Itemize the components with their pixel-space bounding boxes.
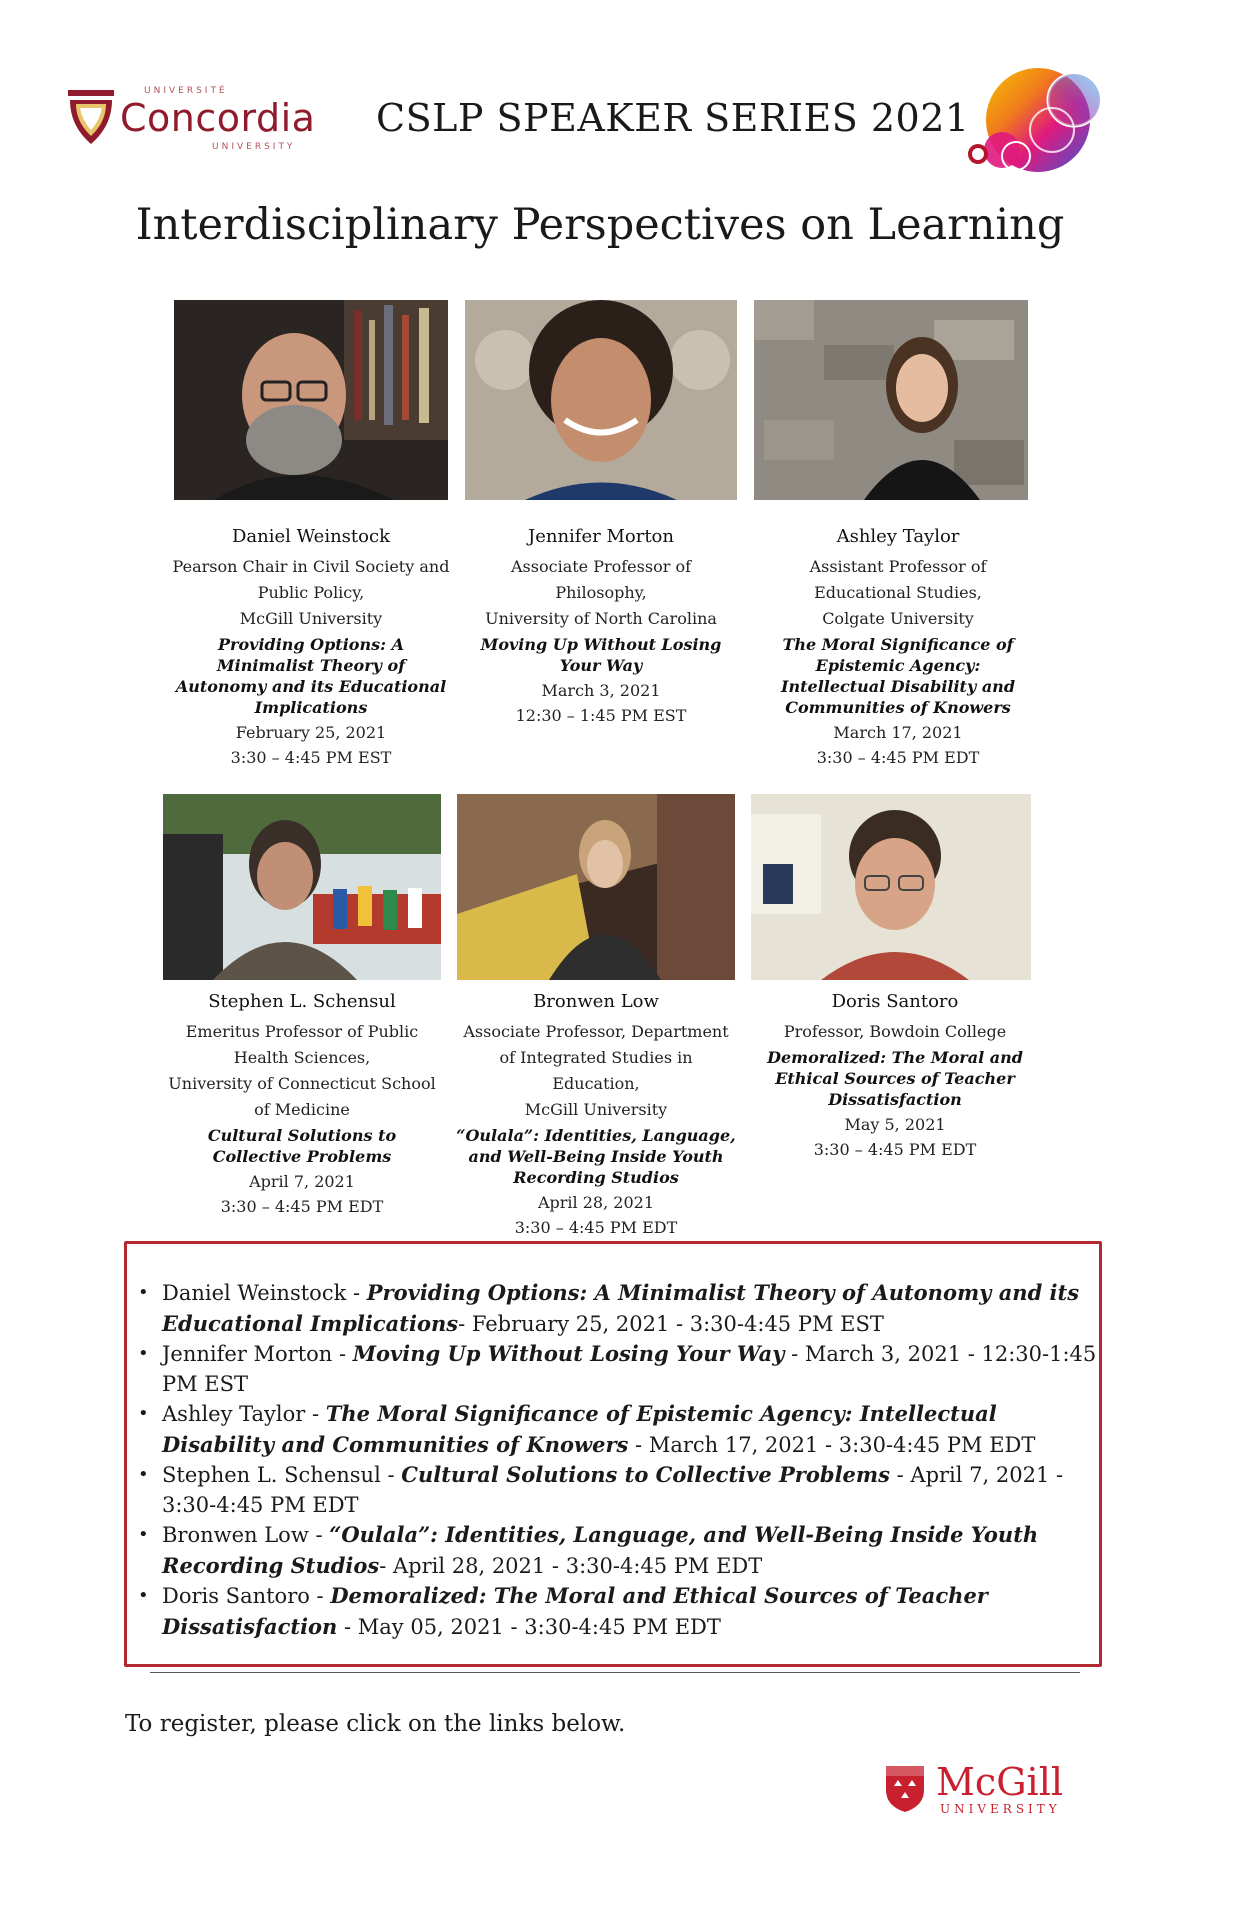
talk-date: March 3, 2021 bbox=[541, 681, 661, 700]
concordia-shield-icon bbox=[66, 86, 116, 148]
talk-time: 3:30 – 4:45 PM EDT bbox=[813, 1140, 977, 1159]
speaker-role-line: of Medicine bbox=[254, 1100, 350, 1119]
speaker-card-daniel-weinstock bbox=[172, 522, 450, 770]
talk-time: 12:30 – 1:45 PM EST bbox=[515, 706, 687, 725]
summary-item bbox=[138, 1460, 1100, 1520]
talk-date: April 28, 2021 bbox=[537, 1193, 654, 1212]
concordia-top-text: UNIVERSITÉ bbox=[144, 86, 228, 96]
speaker-role-line: of Integrated Studies in bbox=[499, 1048, 693, 1067]
speaker-card-jennifer-morton bbox=[474, 522, 728, 728]
talk-title: “Oulala”: Identities, Language, and Well-Being Inside Youth Recording Studios bbox=[456, 1126, 736, 1187]
photo-jennifer-morton bbox=[465, 300, 737, 500]
talk-title: Moving Up Without Losing Your Way bbox=[480, 635, 722, 675]
summary-speaker: Ashley Taylor - bbox=[162, 1402, 326, 1426]
summary-speaker: Stephen L. Schensul - bbox=[162, 1463, 402, 1487]
speaker-role-line: Colgate University bbox=[822, 609, 974, 628]
summary-speaker: Doris Santoro - bbox=[162, 1584, 331, 1608]
talk-date: February 25, 2021 bbox=[235, 723, 387, 742]
talk-time: 3:30 – 4:45 PM EDT bbox=[220, 1197, 384, 1216]
speaker-name: Stephen L. Schensul bbox=[208, 991, 396, 1012]
photo-bronwen-low bbox=[457, 794, 735, 980]
summary-title: Cultural Solutions to Collective Problems bbox=[401, 1462, 890, 1487]
summary-item bbox=[138, 1581, 1100, 1642]
series-title: CSLP SPEAKER SERIES 2021 bbox=[376, 96, 970, 140]
talk-date: May 5, 2021 bbox=[844, 1115, 946, 1134]
speaker-card-stephen-schensul bbox=[154, 987, 450, 1219]
speaker-role-line: Philosophy, bbox=[555, 583, 647, 602]
main-title: Interdisciplinary Perspectives on Learning bbox=[135, 200, 1065, 250]
speaker-name: Doris Santoro bbox=[831, 991, 959, 1012]
talk-title: The Moral Significance of Epistemic Agency: Intellectual Disability and Communities of Knowers bbox=[781, 635, 1015, 717]
speaker-name: Jennifer Morton bbox=[528, 526, 674, 547]
summary-datetime: - May 05, 2021 - 3:30-4:45 PM EDT bbox=[337, 1614, 721, 1639]
speaker-role-line: Emeritus Professor of Public bbox=[185, 1022, 419, 1041]
photo-stephen-schensul bbox=[163, 794, 441, 980]
talk-title: Providing Options: A Minimalist Theory of Autonomy and its Educational Implications bbox=[175, 635, 447, 717]
speaker-role-line: Public Policy, bbox=[257, 583, 365, 602]
speaker-name: Bronwen Low bbox=[533, 991, 659, 1012]
speaker-name: Ashley Taylor bbox=[836, 526, 960, 547]
concordia-bottom-text: UNIVERSITY bbox=[212, 142, 296, 152]
concordia-logo bbox=[66, 82, 338, 156]
speaker-role-line: Assistant Professor of bbox=[809, 557, 987, 576]
summary-item bbox=[138, 1339, 1100, 1399]
speaker-role-line: Professor, Bowdoin College bbox=[783, 1022, 1007, 1041]
summary-datetime: - April 28, 2021 - 3:30-4:45 PM EDT bbox=[379, 1553, 763, 1578]
speaker-card-bronwen-low bbox=[456, 987, 736, 1240]
speaker-name: Daniel Weinstock bbox=[232, 526, 390, 547]
register-instructions: To register, please click on the links below. bbox=[125, 1711, 626, 1737]
speaker-role-line: Pearson Chair in Civil Society and bbox=[172, 557, 450, 576]
speaker-role-line: University of North Carolina bbox=[485, 609, 717, 628]
summary-datetime: - April 7, 2021 - 3:30-4:45 PM EDT bbox=[162, 1463, 1064, 1517]
speaker-role-line: McGill University bbox=[239, 609, 383, 628]
mcgill-university-text: UNIVERSITY bbox=[940, 1802, 1061, 1816]
talk-time: 3:30 – 4:45 PM EST bbox=[230, 748, 392, 767]
talk-time: 3:30 – 4:45 PM EDT bbox=[514, 1218, 678, 1237]
speaker-card-ashley-taylor bbox=[766, 522, 1030, 770]
summary-title: “Oulala”: Identities, Language, and Well-Being Inside Youth Recording Studios bbox=[162, 1522, 1039, 1578]
summary-speaker: Jennifer Morton - bbox=[162, 1342, 353, 1366]
concordia-wordmark: Concordia bbox=[120, 96, 316, 140]
summary-item bbox=[138, 1520, 1100, 1581]
speaker-role-line: Health Sciences, bbox=[233, 1048, 371, 1067]
summary-title: Providing Options: A Minimalist Theory of Autonomy and its Educational Implications bbox=[162, 1280, 1080, 1336]
talk-time: 3:30 – 4:45 PM EDT bbox=[816, 748, 980, 767]
mcgill-crest-icon bbox=[884, 1764, 926, 1814]
speaker-card-doris-santoro bbox=[764, 987, 1026, 1162]
talk-date: March 17, 2021 bbox=[833, 723, 963, 742]
mcgill-logo bbox=[884, 1762, 1084, 1818]
summary-title: The Moral Significance of Epistemic Agency: Intellectual Disability and Communities of Knowers bbox=[162, 1401, 997, 1457]
summary-item bbox=[138, 1399, 1100, 1460]
speaker-role-line: University of Connecticut School bbox=[168, 1074, 436, 1093]
summary-speaker: Daniel Weinstock - bbox=[162, 1281, 367, 1305]
mcgill-wordmark: McGill bbox=[936, 1760, 1064, 1804]
talk-date: April 7, 2021 bbox=[249, 1172, 355, 1191]
photo-daniel-weinstock bbox=[174, 300, 448, 500]
summary-list bbox=[138, 1278, 1100, 1642]
summary-title: Demoralized: The Moral and Ethical Sources of Teacher Dissatisfaction bbox=[162, 1583, 988, 1639]
cslp-circles-logo bbox=[956, 60, 1106, 190]
summary-title: Moving Up Without Losing Your Way bbox=[352, 1341, 785, 1366]
speaker-role-line: Educational Studies, bbox=[814, 583, 982, 602]
summary-speaker: Bronwen Low - bbox=[162, 1523, 330, 1547]
summary-datetime: - March 3, 2021 - 12:30-1:45 PM EST bbox=[162, 1342, 1097, 1396]
speaker-role-line: Education, bbox=[552, 1074, 640, 1093]
summary-datetime: - March 17, 2021 - 3:30-4:45 PM EDT bbox=[628, 1432, 1036, 1457]
summary-datetime: - February 25, 2021 - 3:30-4:45 PM EST bbox=[458, 1311, 884, 1336]
speaker-role-line: Associate Professor, Department bbox=[463, 1022, 729, 1041]
summary-item bbox=[138, 1278, 1100, 1339]
speaker-role-line: Associate Professor of bbox=[511, 557, 691, 576]
talk-title: Cultural Solutions to Collective Problems bbox=[207, 1126, 397, 1166]
speaker-role-line: McGill University bbox=[524, 1100, 668, 1119]
divider-line bbox=[150, 1672, 1080, 1673]
photo-ashley-taylor bbox=[754, 300, 1028, 500]
talk-title: Demoralized: The Moral and Ethical Sources of Teacher Dissatisfaction bbox=[767, 1048, 1023, 1109]
photo-doris-santoro bbox=[751, 794, 1031, 980]
